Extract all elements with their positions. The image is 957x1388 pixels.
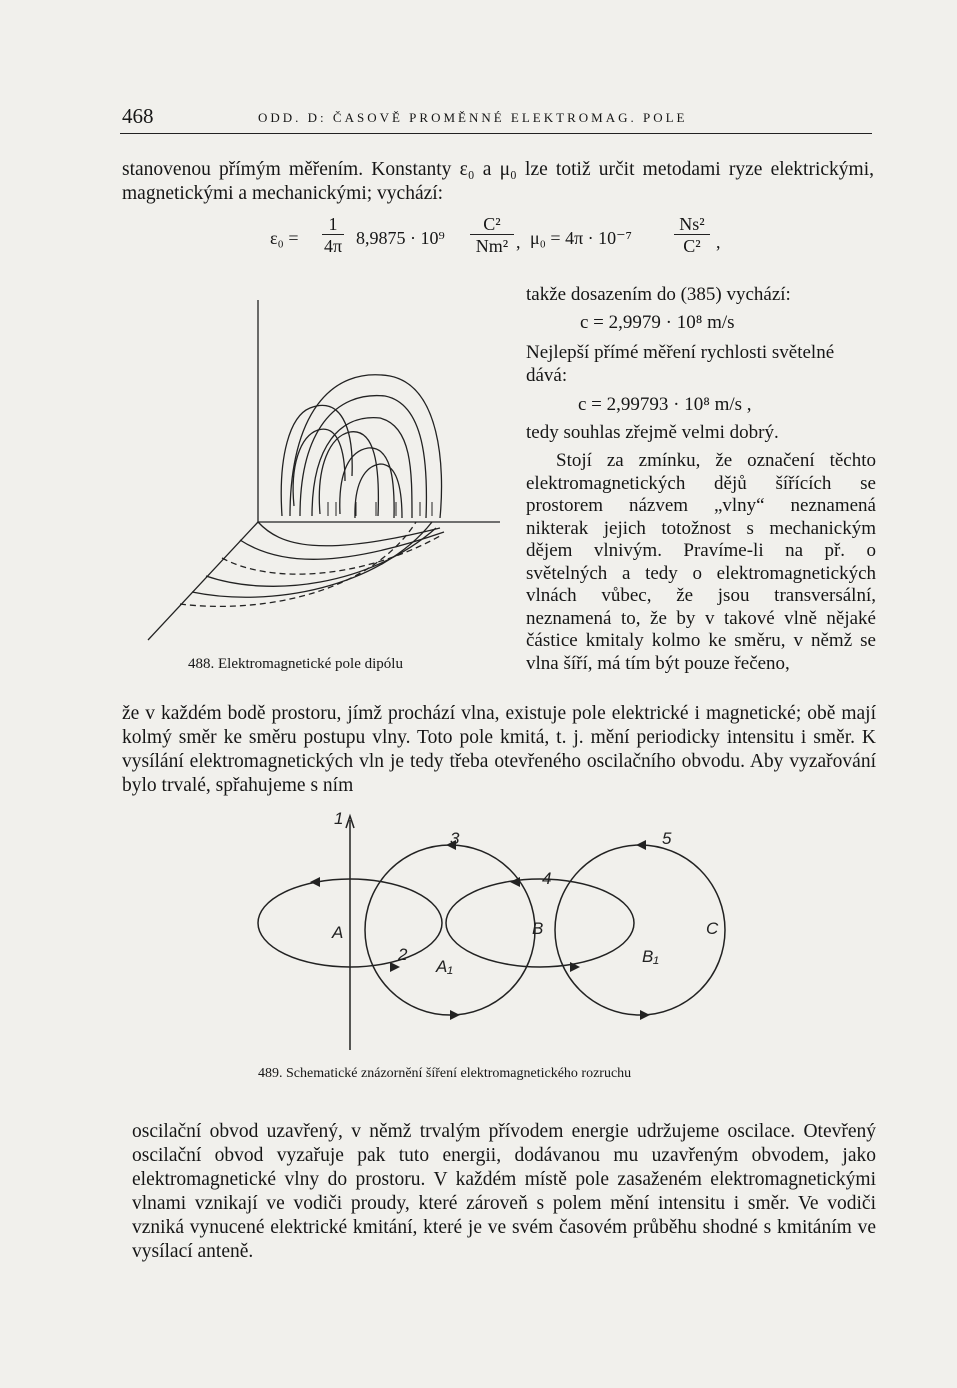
formula-end: , (716, 232, 721, 252)
label-4: 4 (542, 869, 552, 888)
column-text2: Nejlepší přímé měření rychlosti světelné dává: (526, 342, 835, 386)
arrow-1 (310, 877, 320, 887)
label-2: 2 (398, 945, 408, 964)
arrow-a1 (450, 1010, 460, 1020)
label-5: 5 (662, 829, 672, 848)
arrow-5 (636, 840, 646, 850)
mu-lhs: μ₀ = 4π · 10⁻⁷ (530, 228, 632, 248)
eps-frac-den: 4π (323, 236, 343, 256)
label-B1: B₁ (642, 947, 659, 966)
label-B: B (532, 919, 544, 938)
eps-unit-den: Nm² (475, 236, 509, 256)
page-number: 468 (122, 104, 154, 128)
eps-unit (470, 214, 514, 257)
eps-frac-num: 1 (322, 214, 344, 235)
column-text4: Stojí za zmínku, že označení těchto elektromagnetických dějů šířících se prostorem názvem „vlny“ neznamená nikterak jejich totožnost s mechanickým dějem vlnivým. Pravíme-li na př. o světelných a tedy o elektromagnetických vlnách vůbec, že jsou transversální, neznamená to, že by v takové vlně nějaké částice kmitaly kolmo ke směru, v němž se vlna šíří, má tím být pouze řečeno, (526, 450, 876, 674)
mu-unit-num: Ns² (674, 214, 710, 235)
eps-fraction (322, 214, 344, 257)
label-A1: A₁ (436, 957, 453, 976)
figure-489-caption: 489. Schematické znázornění šíření elektromagnetického rozruchu (258, 1066, 632, 1081)
label-C: C (706, 919, 719, 938)
paragraph-continuation: že v každém bodě prostoru, jímž prochází vlna, existuje pole elektrické i magnetické; obě mají kolmý směr ke směru postupu vlny. Toto pole kmitá, t. j. mění periodicky intensitu i směr. K vysílání elektromagnetických vln je tedy třeba otevřeného oscilačního obvodu. Aby vyzařování bylo trvalé, spřahujeme s ním (122, 703, 876, 796)
label-3: 3 (450, 829, 460, 848)
column-line1: takže dosazením do (385) vychází: (526, 284, 791, 305)
equation-c2: c = 2,99793 · 10⁸ m/s , (578, 394, 752, 415)
arrow-b1 (640, 1010, 650, 1020)
formula-separator: , (516, 232, 521, 252)
mu-unit (674, 214, 710, 257)
eps-value: 8,9875 · 10⁹ (356, 228, 445, 248)
mu-unit-den: C² (683, 236, 701, 256)
running-header: ODD. D: ČASOVĚ PROMĚNNÉ ELEKTROMAG. POLE (258, 110, 688, 125)
paragraph-final: oscilační obvod uzavřený, v němž trvalým přívodem energie udržujeme oscilace. Otevřený oscilační obvod vyzařuje pak tuto energii, dodávanou mu uzavřeným obvodem, jako elektromagnetické vlny do prostoru. V každém místě pole zasaženém elektromagnetickými vlnami vznikají ve vodiči proudy, které zároveň s polem mění intensitu i směr. Ve vodiči vzniká vynucené elektrické kmitání, které je ve svém časovém průběhu shodné s kmitáním ve vysílací anteně. (132, 1121, 876, 1262)
eps-lhs: ε₀ = (270, 228, 299, 248)
paragraph-intro: stanovenou přímým měřením. Konstanty ε₀ a μ₀ lze totiž určit metodami ryze elektrickými, magnetickými a mechanickými; vychází: (122, 159, 874, 204)
arrow-4 (510, 877, 520, 887)
constants-formula (270, 210, 770, 268)
eps-unit-num: C² (470, 214, 514, 235)
figure-489-propagation (250, 810, 740, 1060)
figure-488-caption: 488. Elektromagnetické pole dipólu (188, 656, 403, 672)
label-1: 1 (334, 810, 344, 828)
column-text3: tedy souhlas zřejmě velmi dobrý. (526, 422, 779, 443)
label-A: A (332, 923, 344, 942)
figure-488-dipole-field (140, 296, 520, 646)
header-rule (120, 133, 872, 134)
equation-c1: c = 2,9979 · 10⁸ m/s (580, 312, 735, 333)
